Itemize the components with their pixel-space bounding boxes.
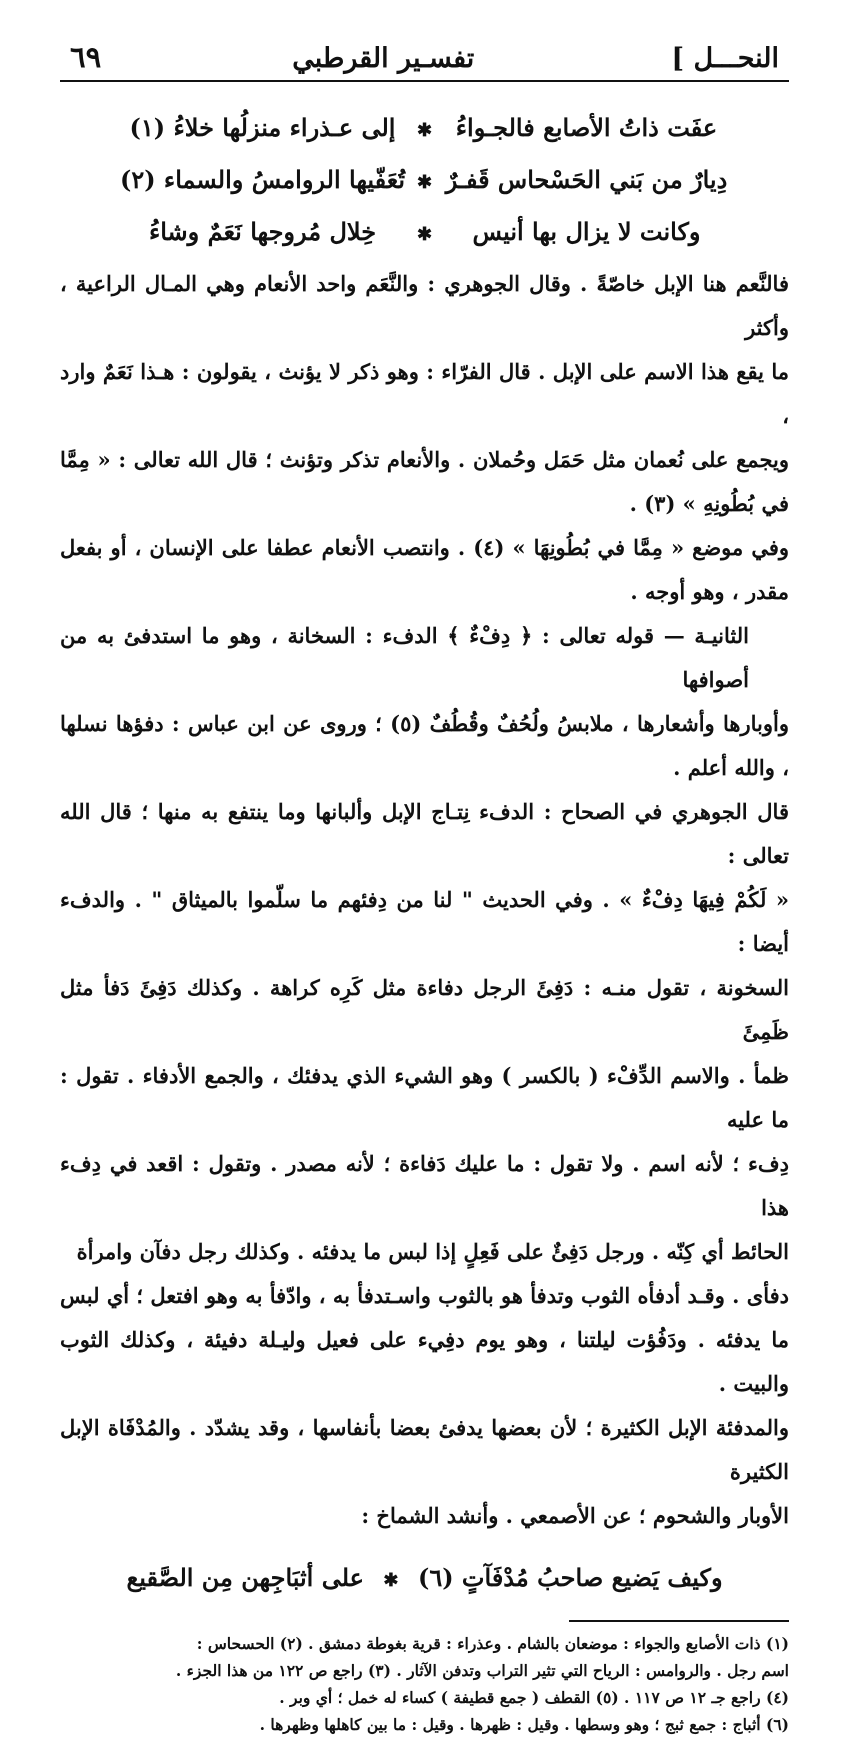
footnote-line: (٦) أثباج : جمع ثبج ؛ وهو وسطها . وقيل : ظهرها . وقيل : ما بين كاهلها وظهرها . xyxy=(259,1715,789,1734)
text-line: فالنَّعم هنا الإبل خاصّةً . وقال الجوهري : والنَّعَم واحد الأنعام وهي المـال الراعية ، وأكثر xyxy=(60,271,789,340)
footnotes xyxy=(60,1630,789,1738)
page-number: ٦٩ xyxy=(70,40,102,74)
paragraph-second xyxy=(60,614,789,1538)
body-text xyxy=(60,262,789,1538)
text-line: دفأى . وقـد أدفأه الثوب وتدفأ هو بالثوب واسـتدفأ به ، وادّفأ به وهو افتعل ؛ أي لبس xyxy=(60,1283,789,1308)
star-separator-icon: ✱ xyxy=(416,172,433,193)
poem-verse xyxy=(60,154,789,206)
hemistich-second: إلى عـذراء منزلُها خلاءُ (١) xyxy=(129,113,396,142)
page-header xyxy=(60,28,789,82)
text-line: ما يدفئه . ودَفُؤت ليلتنا ، وهو يوم دفِيء على فعيل وليـلة دفيئة ، وكذلك الثوب والبيت . xyxy=(60,1327,789,1396)
sura-name xyxy=(665,43,779,74)
text-line: الثانيـة — قوله تعالى : ﴿ دِفْءٌ ﴾ الدفء : السخانة ، وهو ما استدفئ به من أصوافها xyxy=(60,623,749,692)
star-separator-icon: ✱ xyxy=(416,120,433,141)
hemistich-first: دِيارٌ من بَني الحَسْحاس قَفـرٌ xyxy=(445,165,728,194)
text-line: دِفء ؛ لأنه اسم . ولا تقول : ما عليك دَفاءة ؛ لأنه مصدر . وتقول : اقعد في دِفء هذا xyxy=(60,1151,789,1220)
sura-bracket: ] xyxy=(671,43,685,74)
hemistich-second: خِلال مُروجها نَعَمٌ وشاءُ xyxy=(148,217,377,246)
paragraph-first xyxy=(60,262,789,614)
poem-verse xyxy=(60,206,789,258)
poem-verse xyxy=(60,102,789,154)
footnote-line: اسم رجل . والروامس : الرياح التي تثير التراب وتدفن الآثار . (٣) راجع ص ١٢٢ من هذا الجزء . xyxy=(175,1661,789,1680)
poem-block xyxy=(60,102,789,258)
text-line: السخونة ، تقول منـه : دَفِئَ الرجل دفاءة مثل كَرِه كراهة . وكذلك دَفِئَ دَفأ مثل ظَمِئَ xyxy=(60,975,789,1044)
text-line: الأوبار والشحوم ؛ عن الأصمعي . وأنشد الشماخ : xyxy=(361,1503,789,1528)
text-line: ويجمع على نُعمان مثل حَمَل وحُملان . والأنعام تذكر وتؤنث ؛ قال الله تعالى : « مِمَّا في بُطُونِهِ » (٣) . xyxy=(60,447,789,516)
sura-label: النحـــل xyxy=(693,43,779,74)
text-line: ما يقع هذا الاسم على الإبل . قال الفرّاء : وهو ذكر لا يؤنث ، يقولون : هـذا نَعَمٌ وارد ، xyxy=(60,359,789,428)
hemistich-first: وكيف يَضيع صاحبُ مُدْفَآتٍ (٦) xyxy=(417,1563,723,1592)
hemistich-second: تُعَفّيها الروامسُ والسماء (٢) xyxy=(119,165,406,194)
text-line: « لَكُمْ فِيهَا دِفْءٌ » . وفي الحديث " لنا من دِفئهم ما سلّموا بالميثاق " . والدفء أيضا : xyxy=(60,887,789,956)
text-line: وأوبارها وأشعارها ، ملابسُ ولُحُفٌ وقُطُفٌ (٥) ؛ وروى عن ابن عباس : دفؤها نسلها ، والله أعلم . xyxy=(60,711,789,780)
text-line: والمدفئة الإبل الكثيرة ؛ لأن بعضها يدفئ بعضا بأنفاسها ، وقد يشدّد . والمُدْفَاة الإبل الكثيرة xyxy=(60,1415,789,1484)
star-separator-icon: ✱ xyxy=(383,1570,399,1591)
text-line: وفي موضع « مِمَّا في بُطُونِهَا » (٤) . وانتصب الأنعام عطفا على الإنسان ، أو بفعل مقدر ، وهو أوجه . xyxy=(60,535,789,604)
footnote-divider xyxy=(569,1620,789,1622)
text-line: ظمأ . والاسم الدِّفْء ( بالكسر ) وهو الشيء الذي يدفئك ، والجمع الأدفاء . تقول : ما عليه xyxy=(60,1063,789,1132)
footnote-line: (٤) راجع جـ ١٢ ص ١١٧ . (٥) القطف ( جمع قطيفة ) كساء له خمل ؛ أي وبر . xyxy=(279,1688,789,1707)
closing-verse xyxy=(60,1548,789,1608)
text-line: قال الجوهري في الصحاح : الدفء نِتـاج الإبل وألبانها وما ينتفع به منها ؛ قال الله تعالى : xyxy=(60,799,789,868)
footnote-line: (١) ذات الأصابع والجواء : موضعان بالشام . وعذراء : قرية بغوطة دمشق . (٢) الحسحاس : xyxy=(196,1634,789,1653)
text-line: الحائط أي كِنّه . ورجل دَفِئٌ على فَعِلٍ إذا لبس ما يدفئه . وكذلك رجل دفآن وامرأة xyxy=(76,1239,789,1264)
hemistich-first: وكانت لا يزال بها أنيس xyxy=(472,217,701,246)
hemistich-first: عفَت ذاتُ الأصابع فالجـواءُ xyxy=(455,113,718,142)
star-separator-icon: ✱ xyxy=(416,224,433,245)
book-title: تفسـير القرطبي xyxy=(292,43,475,74)
hemistich-second: على أثبَاجِهن مِن الصَّقيع xyxy=(126,1563,364,1592)
